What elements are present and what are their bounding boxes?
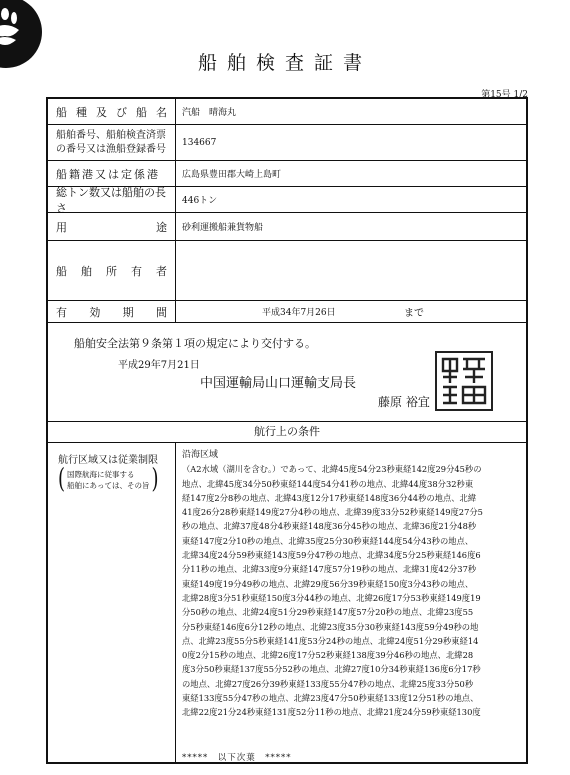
label-vessel-type-name: 船 種 及 び 船 名 bbox=[48, 99, 176, 124]
value-vessel-type-name: 汽船 晴海丸 bbox=[182, 108, 237, 118]
paulownia-crest-icon bbox=[0, 6, 22, 52]
area-line: 東経147度2分10秒の地点、北緯35度25分30秒東経144度54分43秒の地点、 bbox=[182, 535, 474, 546]
value-validity-date: 平成34年7月26日 bbox=[262, 308, 336, 318]
row-tonnage bbox=[48, 187, 526, 213]
label-purpose: 用 途 bbox=[48, 213, 176, 240]
left-note-line-2: 船舶にあっては、その旨 bbox=[67, 481, 150, 490]
continued-marker: ***** 以下次葉 ***** bbox=[182, 753, 292, 763]
label-vessel-number: 船舶番号、船舶検査済票の番号又は漁船登録番号 bbox=[48, 125, 176, 160]
area-line: 秒の地点、北緯37度48分4秒東経148度36分45秒の地点、北緯36度21分48秒 bbox=[182, 521, 477, 532]
value-vessel-number: 134667 bbox=[182, 137, 217, 148]
area-line: 東経133度55分47秒の地点、北緯23度47分50秒東経133度12分51秒の地点、 bbox=[182, 693, 479, 704]
official-name: 藤原 裕宜 bbox=[378, 395, 430, 409]
issue-statement: 船舶安全法第９条第１項の規定により交付する。 bbox=[74, 337, 316, 350]
area-line: 41度26分28秒東経149度27分4秒の地点、北緯39度33分52秒東経149度27分5 bbox=[182, 507, 483, 518]
row-owner bbox=[48, 241, 526, 301]
left-note-line-1: 国際航海に従事する bbox=[67, 470, 135, 479]
label-tonnage: 総トン数又は船舶の長さ bbox=[48, 187, 176, 212]
issuing-office: 中国運輸局山口運輸支局長 bbox=[200, 376, 357, 391]
area-line: （A2水域（湖川を含む。）であって、北緯45度54分23秒東経142度29分45秒の bbox=[182, 464, 482, 475]
row-purpose bbox=[48, 213, 526, 241]
area-line: 度3分50秒東経137度55分52秒の地点、北緯27度10分34秒東経136度6分17秒 bbox=[182, 664, 481, 675]
form-number: 第15号 1/2 bbox=[481, 90, 528, 100]
row-vessel-number bbox=[48, 125, 526, 161]
issue-date: 平成29年7月21日 bbox=[118, 360, 200, 371]
stamp-glyph-icon bbox=[437, 353, 491, 409]
label-owner: 船 舶 所 有 者 bbox=[48, 241, 176, 300]
area-line: 点、北緯23度55分5秒東経141度53分24秒の地点、北緯24度51分29秒東経14 bbox=[182, 635, 479, 646]
area-title: 沿海区域 bbox=[182, 450, 219, 460]
area-line: 分50秒の地点、北緯24度51分29秒東経147度57分20秒の地点、北緯23度55 bbox=[182, 607, 474, 618]
area-line: 北緯22度21分24秒東経131度52分11秒の地点、北緯21度24分59秒東経130度 bbox=[182, 707, 481, 718]
row-validity bbox=[48, 301, 526, 323]
area-line: 地点、北緯45度34分50秒東経144度54分41秒の地点、北緯44度38分32秒東 bbox=[182, 478, 474, 489]
navigation-area-text bbox=[182, 448, 518, 720]
label-validity: 有 効 期 間 bbox=[48, 301, 176, 322]
area-line: 北緯34度24分59秒東経143度59分47秒の地点、北緯34度5分25秒東経146度6 bbox=[182, 550, 481, 561]
conditions-left-note bbox=[58, 463, 171, 495]
value-purpose: 砂利運搬船兼貨物船 bbox=[182, 223, 264, 233]
label-port: 船籍港又は定係港 bbox=[48, 161, 176, 186]
value-port: 広島県豊田郡大崎上島町 bbox=[182, 170, 282, 180]
value-tonnage: 446トン bbox=[182, 196, 218, 206]
conditions-left-label: 航行区域又は従業制限 bbox=[58, 455, 158, 466]
area-line: 0度2分15秒の地点、北緯26度17分52秒東経138度39分46秒の地点、北緯28 bbox=[182, 650, 474, 661]
row-vessel-type-name bbox=[48, 99, 526, 125]
area-line: 分11秒の地点、北緯33度9分東経147度57分19秒の地点、北緯31度42分37秒 bbox=[182, 564, 477, 575]
value-validity-until: まで bbox=[404, 308, 424, 319]
document-title: 船舶検査証書 bbox=[197, 52, 372, 74]
certificate-frame bbox=[46, 97, 528, 764]
area-line: 分5秒東経146度6分12秒の地点、北緯23度35分30秒東経143度59分49秒の地 bbox=[182, 621, 479, 632]
paren-close: ) bbox=[151, 463, 159, 495]
area-line: 東経149度19分49秒の地点、北緯29度56分39秒東経150度3分43秒の地点、 bbox=[182, 578, 474, 589]
area-line: 経147度2分8秒の地点、北緯43度12分17秒東経148度36分44秒の地点、北緯 bbox=[182, 492, 477, 503]
paren-open: ( bbox=[58, 463, 66, 495]
conditions-label-cell bbox=[48, 443, 176, 762]
area-line: 北緯28度3分51秒東経150度3分44秒の地点、北緯26度17分53秒東経149度19 bbox=[182, 592, 481, 603]
conditions-heading: 航行上の条件 bbox=[48, 421, 526, 443]
official-stamp bbox=[435, 351, 493, 411]
area-line: の地点、北緯27度26分39秒東経133度55分47秒の地点、北緯25度33分50秒 bbox=[182, 678, 474, 689]
